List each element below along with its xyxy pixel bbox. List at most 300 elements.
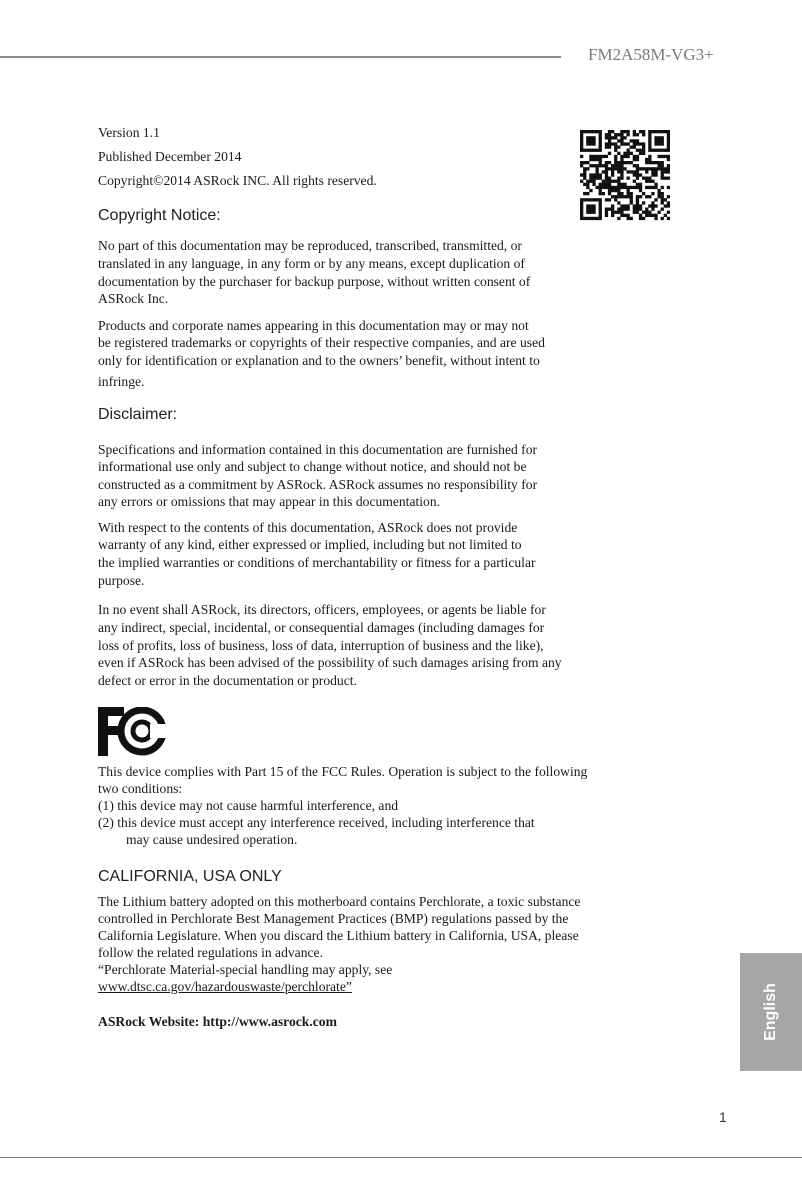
qr-module (620, 186, 623, 189)
qr-module (599, 161, 602, 164)
qr-module (617, 183, 620, 186)
qr-module (611, 204, 614, 207)
qr-module (633, 164, 636, 167)
qr-module (658, 149, 661, 152)
published-date: Published December 2014 (98, 149, 242, 164)
qr-module (630, 146, 633, 149)
language-label: English (762, 983, 779, 1041)
qr-module (596, 177, 599, 180)
qr-module (605, 164, 608, 167)
qr-module (596, 198, 599, 201)
model-name: FM2A58M-VG3+ (588, 45, 714, 64)
california-heading: CALIFORNIA, USA ONLY (98, 868, 282, 885)
qr-module (583, 198, 586, 201)
qr-module (580, 139, 583, 142)
qr-module (605, 136, 608, 139)
qr-module (661, 149, 664, 152)
qr-module (630, 195, 633, 198)
perchlorate-link[interactable]: www.dtsc.ca.gov/hazardouswaste/perchlorate” (98, 979, 352, 994)
qr-module (620, 139, 623, 142)
qr-module (586, 142, 589, 145)
qr-module (599, 146, 602, 149)
qr-module (667, 158, 670, 161)
qr-module (589, 136, 592, 139)
qr-module (636, 155, 639, 158)
text-line: With respect to the contents of this documentation, ASRock does not provide (98, 520, 518, 535)
qr-module (583, 192, 586, 195)
qr-module (664, 130, 667, 133)
text-line: purpose. (98, 573, 145, 588)
qr-module (636, 173, 639, 176)
qr-module (648, 161, 651, 164)
qr-module (639, 142, 642, 145)
text-line: Specifications and information contained in this documentation are furnished for (98, 442, 538, 457)
qr-module (614, 149, 617, 152)
qr-module (583, 130, 586, 133)
qr-module (630, 139, 633, 142)
qr-module (620, 177, 623, 180)
qr-module (667, 201, 670, 204)
qr-module (623, 183, 626, 186)
qr-module (651, 167, 654, 170)
qr-module (617, 189, 620, 192)
qr-module (592, 139, 595, 142)
qr-module (602, 183, 605, 186)
qr-module (658, 211, 661, 214)
qr-module (664, 167, 667, 170)
qr-module (627, 152, 630, 155)
qr-module (627, 155, 630, 158)
qr-module (592, 164, 595, 167)
text-line: controlled in Perchlorate Best Management Practices (BMP) regulations passed by the (98, 911, 569, 926)
qr-module (630, 201, 633, 204)
qr-module (592, 211, 595, 214)
qr-module (599, 136, 602, 139)
qr-module (667, 186, 670, 189)
qr-module (642, 149, 645, 152)
qr-module (608, 198, 611, 201)
qr-module (651, 149, 654, 152)
qr-module (580, 142, 583, 145)
qr-module (620, 167, 623, 170)
qr-module (599, 214, 602, 217)
qr-module (648, 130, 651, 133)
qr-module (642, 217, 645, 220)
qr-module (633, 155, 636, 158)
qr-module (639, 189, 642, 192)
qr-module (605, 161, 608, 164)
qr-module (661, 198, 664, 201)
qr-module (611, 214, 614, 217)
qr-module (651, 161, 654, 164)
qr-module (611, 142, 614, 145)
qr-module (654, 130, 657, 133)
qr-module (617, 164, 620, 167)
qr-module (633, 130, 636, 133)
qr-module (586, 183, 589, 186)
qr-module (592, 149, 595, 152)
qr-module (589, 208, 592, 211)
qr-module (654, 214, 657, 217)
qr-module (661, 142, 664, 145)
qr-module (583, 173, 586, 176)
qr-module (658, 161, 661, 164)
qr-module (645, 195, 648, 198)
qr-module (614, 164, 617, 167)
text-line: only for identification or explanation and to the owners’ benefit, without intent to (98, 353, 540, 368)
qr-module (602, 155, 605, 158)
qr-module (667, 146, 670, 149)
text-line: Products and corporate names appearing in this documentation may or may not (98, 318, 529, 333)
qr-module (633, 204, 636, 207)
qr-module (654, 204, 657, 207)
qr-module (623, 142, 626, 145)
qr-module (651, 170, 654, 173)
qr-module (645, 167, 648, 170)
qr-module (645, 180, 648, 183)
qr-module (605, 186, 608, 189)
qr-module (589, 158, 592, 161)
qr-module (599, 217, 602, 220)
text-line: informational use only and subject to change without notice, and should not be (98, 459, 527, 474)
qr-module (667, 149, 670, 152)
qr-module (599, 189, 602, 192)
qr-module (611, 170, 614, 173)
qr-module (627, 170, 630, 173)
qr-module (580, 217, 583, 220)
qr-module (586, 161, 589, 164)
qr-module (596, 217, 599, 220)
text-line: constructed as a commitment by ASRock. ASRock assumes no responsibility for (98, 477, 538, 492)
qr-module (645, 214, 648, 217)
qr-module (636, 211, 639, 214)
qr-module (586, 180, 589, 183)
qr-module (589, 189, 592, 192)
qr-module (586, 149, 589, 152)
qr-module (661, 201, 664, 204)
qr-module (658, 130, 661, 133)
qr-module (623, 208, 626, 211)
qr-module (605, 170, 608, 173)
qr-module (633, 142, 636, 145)
qr-module (661, 192, 664, 195)
qr-module (602, 186, 605, 189)
qr-module (636, 177, 639, 180)
qr-module (639, 186, 642, 189)
qr-module (633, 211, 636, 214)
text-line: two conditions: (98, 781, 183, 796)
qr-module (580, 211, 583, 214)
qr-module (630, 198, 633, 201)
qr-module (589, 217, 592, 220)
qr-module (633, 173, 636, 176)
qr-module (645, 208, 648, 211)
qr-module (614, 146, 617, 149)
qr-module (658, 139, 661, 142)
qr-module (648, 186, 651, 189)
qr-module (630, 192, 633, 195)
qr-module (599, 211, 602, 214)
qr-module (599, 177, 602, 180)
text-line: This device complies with Part 15 of the FCC Rules. Operation is subject to the following (98, 764, 588, 779)
qr-module (589, 211, 592, 214)
qr-module (639, 208, 642, 211)
qr-module (599, 208, 602, 211)
qr-module (651, 180, 654, 183)
qr-module (611, 164, 614, 167)
qr-module (648, 142, 651, 145)
qr-module (583, 170, 586, 173)
qr-module (605, 146, 608, 149)
qr-module (592, 158, 595, 161)
qr-module (667, 195, 670, 198)
qr-module (608, 139, 611, 142)
qr-module (586, 192, 589, 195)
qr-module (620, 130, 623, 133)
qr-module (620, 161, 623, 164)
qr-module (592, 177, 595, 180)
qr-module (586, 136, 589, 139)
qr-module (667, 164, 670, 167)
qr-module (580, 173, 583, 176)
qr-module (617, 133, 620, 136)
qr-module (648, 214, 651, 217)
qr-module (617, 192, 620, 195)
qr-module (586, 208, 589, 211)
qr-module (642, 146, 645, 149)
qr-module (620, 158, 623, 161)
qr-module (599, 192, 602, 195)
qr-module (627, 208, 630, 211)
qr-module (580, 164, 583, 167)
qr-module (654, 167, 657, 170)
qr-module (599, 142, 602, 145)
qr-module (608, 136, 611, 139)
qr-module (605, 211, 608, 214)
qr-module (596, 149, 599, 152)
qr-module (605, 133, 608, 136)
qr-module (664, 214, 667, 217)
page-number: 1 (719, 1109, 727, 1125)
text-line: be registered trademarks or copyrights of their respective companies, and are used (98, 335, 545, 350)
qr-module (648, 211, 651, 214)
qr-module (627, 214, 630, 217)
qr-module (639, 214, 642, 217)
qr-module (636, 195, 639, 198)
qr-module (654, 217, 657, 220)
qr-module (620, 183, 623, 186)
qr-module (596, 155, 599, 158)
qr-module (608, 146, 611, 149)
qr-module (617, 201, 620, 204)
qr-module (639, 217, 642, 220)
qr-module (611, 173, 614, 176)
qr-module (667, 155, 670, 158)
qr-module (658, 164, 661, 167)
text-line: may cause undesired operation. (126, 832, 298, 847)
qr-module (605, 208, 608, 211)
qr-module (667, 217, 670, 220)
qr-module (627, 177, 630, 180)
qr-module (620, 195, 623, 198)
qr-module (636, 164, 639, 167)
qr-module (608, 186, 611, 189)
qr-module (636, 204, 639, 207)
qr-module (630, 186, 633, 189)
qr-module (642, 177, 645, 180)
qr-module (667, 177, 670, 180)
qr-module (661, 186, 664, 189)
qr-module (639, 204, 642, 207)
qr-module (661, 155, 664, 158)
qr-module (661, 164, 664, 167)
qr-module (642, 192, 645, 195)
qr-module (617, 161, 620, 164)
qr-module (599, 183, 602, 186)
qr-module (586, 211, 589, 214)
qr-module (614, 180, 617, 183)
qr-module (664, 177, 667, 180)
qr-module (602, 180, 605, 183)
text-line: (2) this device must accept any interference received, including interference that (98, 815, 535, 830)
qr-module (617, 139, 620, 142)
qr-module (636, 198, 639, 201)
qr-module (596, 158, 599, 161)
qr-module (617, 177, 620, 180)
qr-module (599, 149, 602, 152)
qr-module (617, 195, 620, 198)
text-line: follow the related regulations in advance. (98, 945, 323, 960)
qr-module (627, 149, 630, 152)
header-rule (0, 56, 561, 58)
qr-module (589, 130, 592, 133)
qr-module (583, 167, 586, 170)
qr-module (580, 204, 583, 207)
qr-module (664, 170, 667, 173)
qr-module (654, 170, 657, 173)
qr-module (586, 130, 589, 133)
qr-module (605, 198, 608, 201)
qr-module (589, 173, 592, 176)
text-line: California Legislature. When you discard the Lithium battery in California, USA, please (98, 928, 579, 943)
qr-module (654, 173, 657, 176)
qr-module (617, 146, 620, 149)
asrock-website[interactable]: ASRock Website: http://www.asrock.com (98, 1014, 337, 1029)
qr-module (583, 183, 586, 186)
qr-module (611, 130, 614, 133)
qr-module (654, 198, 657, 201)
qr-module (661, 130, 664, 133)
qr-module (602, 170, 605, 173)
qr-module (623, 130, 626, 133)
qr-module (605, 167, 608, 170)
qr-module (586, 217, 589, 220)
text-line: defect or error in the documentation or product. (98, 673, 357, 688)
qr-module (658, 136, 661, 139)
qr-module (580, 201, 583, 204)
qr-module (580, 146, 583, 149)
qr-module (639, 130, 642, 133)
qr-module (623, 214, 626, 217)
qr-module (605, 142, 608, 145)
qr-module (645, 177, 648, 180)
qr-module (617, 167, 620, 170)
qr-module (636, 149, 639, 152)
qr-module (664, 149, 667, 152)
qr-module (589, 139, 592, 142)
qr-module (589, 155, 592, 158)
text-line: No part of this documentation may be reproduced, transcribed, transmitted, or (98, 238, 522, 253)
qr-module (658, 167, 661, 170)
qr-module (586, 139, 589, 142)
qr-module (614, 133, 617, 136)
qr-module (611, 211, 614, 214)
text-line: any errors or omissions that may appear in this documentation. (98, 494, 441, 509)
text-line: the implied warranties or conditions of merchantability or fitness for a particular (98, 555, 536, 570)
qr-module (651, 186, 654, 189)
qr-module (620, 155, 623, 158)
qr-module (599, 139, 602, 142)
qr-module (617, 208, 620, 211)
qr-module (661, 170, 664, 173)
qr-module (636, 133, 639, 136)
qr-module (620, 192, 623, 195)
qr-module (599, 204, 602, 207)
qr-module (608, 133, 611, 136)
qr-module (623, 161, 626, 164)
qr-module (633, 208, 636, 211)
qr-module (592, 173, 595, 176)
qr-module (636, 186, 639, 189)
qr-module (586, 204, 589, 207)
qr-module (642, 130, 645, 133)
qr-module (589, 204, 592, 207)
qr-module (627, 217, 630, 220)
qr-module (667, 204, 670, 207)
qr-module (636, 170, 639, 173)
qr-module (583, 217, 586, 220)
qr-module (602, 164, 605, 167)
qr-module (586, 198, 589, 201)
qr-module (596, 186, 599, 189)
qr-module (614, 211, 617, 214)
text-line: even if ASRock has been advised of the possibility of such damages arising from any (98, 655, 562, 670)
qr-module (605, 183, 608, 186)
qr-module (633, 146, 636, 149)
qr-module (580, 149, 583, 152)
qr-module (614, 155, 617, 158)
qr-module (623, 155, 626, 158)
qr-module (648, 146, 651, 149)
qr-module (608, 208, 611, 211)
qr-module (639, 167, 642, 170)
qr-module (620, 133, 623, 136)
qr-module (608, 183, 611, 186)
qr-module (627, 195, 630, 198)
qr-module (636, 167, 639, 170)
qr-module (633, 186, 636, 189)
qr-module (623, 152, 626, 155)
qr-module (627, 189, 630, 192)
qr-module (599, 164, 602, 167)
qr-module (596, 130, 599, 133)
text-line: infringe. (98, 374, 145, 389)
qr-module (648, 133, 651, 136)
fcc-logo (98, 707, 166, 756)
qr-module (592, 142, 595, 145)
qr-module (608, 192, 611, 195)
copyright-notice-heading: Copyright Notice: (98, 207, 221, 224)
